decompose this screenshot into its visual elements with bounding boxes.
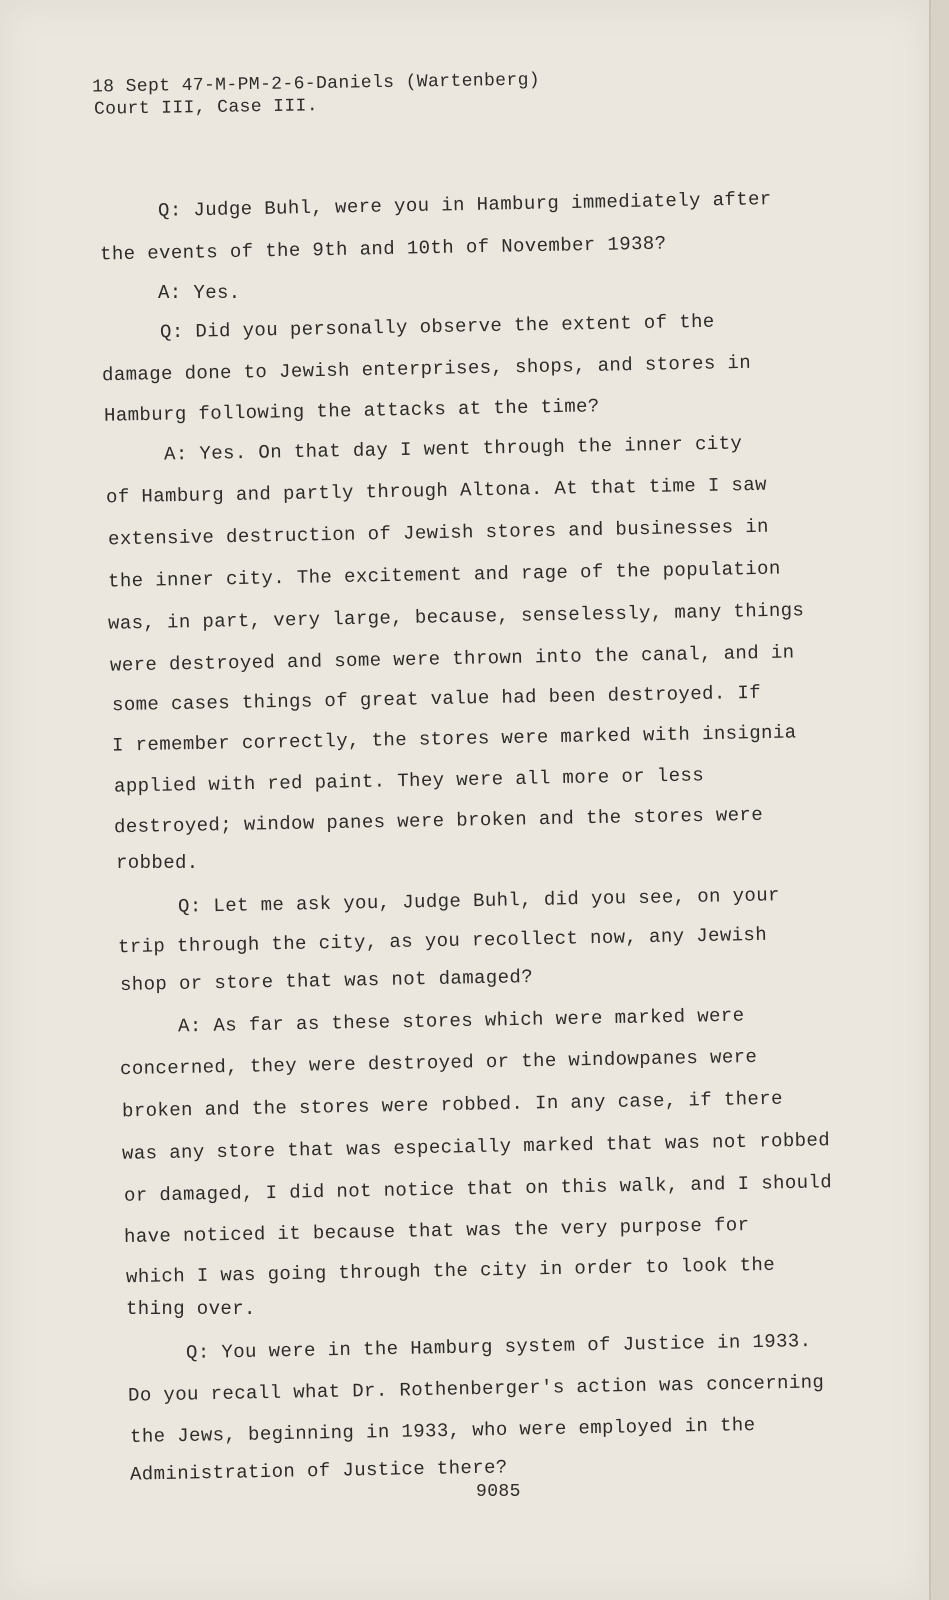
text-line: robbed. bbox=[116, 852, 199, 874]
text-line: which I was going through the city in order to look the bbox=[125, 1253, 776, 1289]
text-line: Q: You were in the Hamburg system of Justice in 1933. bbox=[185, 1329, 812, 1365]
text-line: A: As far as these stores which were marked were bbox=[177, 1004, 745, 1038]
text-line: I remember correctly, the stores were marked with insignia bbox=[111, 721, 797, 757]
text-line: A: Yes. bbox=[158, 282, 241, 304]
text-line: of Hamburg and partly through Altona. At that time I saw bbox=[105, 473, 768, 509]
text-line: Q: Did you personally observe the extent of the bbox=[159, 310, 715, 344]
text-line: were destroyed and some were thrown into the canal, and in bbox=[109, 641, 795, 677]
header-line-1: 18 Sept 47-M-PM-2-6-Daniels (Wartenberg) bbox=[91, 70, 541, 98]
text-line: the Jews, beginning in 1933, who were employed in the bbox=[129, 1413, 756, 1449]
text-line: broken and the stores were robbed. In any case, if there bbox=[121, 1087, 784, 1123]
text-line: damage done to Jewish enterprises, shops, and stores in bbox=[101, 351, 752, 387]
text-line: some cases things of great value had been destroyed. If bbox=[111, 681, 762, 717]
text-line: Hamburg following the attacks at the time? bbox=[103, 395, 600, 427]
text-line: concerned, they were destroyed or the windowpanes were bbox=[119, 1045, 758, 1081]
text-line: applied with red paint. They were all more or less bbox=[113, 764, 705, 798]
text-line: thing over. bbox=[126, 1298, 256, 1320]
page-number: 9085 bbox=[476, 1482, 521, 1502]
text-line: Q: Let me ask you, Judge Buhl, did you see, on your bbox=[177, 884, 781, 918]
text-line: the events of the 9th and 10th of November 1938? bbox=[99, 232, 667, 266]
text-line: shop or store that was not damaged? bbox=[119, 966, 534, 996]
text-line: Administration of Justice there? bbox=[129, 1456, 508, 1486]
text-line: or damaged, I did not notice that on this walk, and I should bbox=[123, 1171, 833, 1207]
text-line: A: Yes. On that day I went through the inner city bbox=[163, 432, 743, 466]
text-line: extensive destruction of Jewish stores and businesses in bbox=[107, 515, 770, 551]
text-line: have noticed it because that was the very purpose for bbox=[123, 1213, 750, 1249]
text-line: Do you recall what Dr. Rothenberger's action was concerning bbox=[127, 1371, 825, 1407]
text-line: trip through the city, as you recollect now, any Jewish bbox=[117, 923, 768, 959]
text-line: was any store that was especially marked that was not robbed bbox=[121, 1129, 831, 1165]
text-line: Q: Judge Buhl, were you in Hamburg immediately after bbox=[157, 188, 772, 222]
scan-edge bbox=[931, 0, 949, 1600]
header-line-2: Court III, Case III. bbox=[93, 96, 319, 120]
text-line: was, in part, very large, because, senselessly, many things bbox=[107, 599, 805, 635]
text-line: the inner city. The excitement and rage of the population bbox=[107, 557, 781, 593]
text-line: destroyed; window panes were broken and the stores were bbox=[113, 803, 764, 839]
